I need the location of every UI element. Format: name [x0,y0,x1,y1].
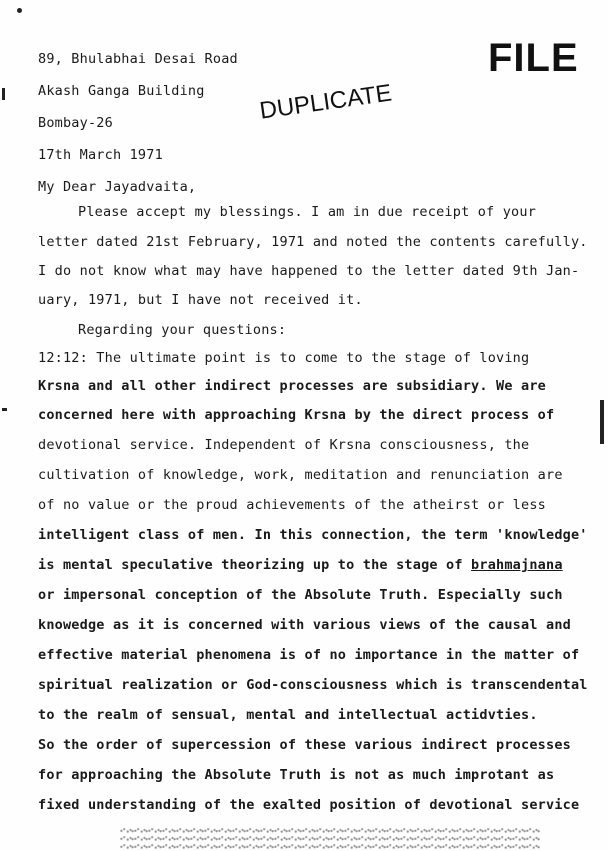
paragraph-1-line-4: uary, 1971, but I have not received it. [38,292,363,308]
answer-line: devotional service. Independent of Krsna consciousness, the [38,437,530,453]
answer-line-1-text: The ultimate point is to come to the stage of loving [96,350,530,366]
brahmajnana-term: brahmajnana [471,557,563,573]
answer-line: Krsna and all other indirect processes are subsidiary. We are [38,378,546,394]
answer-line-text: is mental speculative theorizing up to the stage of [38,557,472,573]
paragraph-1-line-1: Please accept my blessings. I am in due receipt of your [78,204,537,220]
answer-line: spiritual realization or God-consciousness which is transcendental [38,677,588,693]
scan-speck [17,8,22,13]
answer-line: for approaching the Absolute Truth is not as much improtant as [38,767,555,783]
answer-line: cultivation of knowledge, work, meditation and renunciation are [38,467,563,483]
answer-line: or impersonal conception of the Absolute Truth. Especially such [38,587,563,603]
scan-noise [120,826,540,850]
answer-line: fixed understanding of the exalted position of devotional service [38,797,580,813]
paragraph-1-line-2: letter dated 21st February, 1971 and noted the contents carefully. [38,234,588,250]
answer-line: to the realm of sensual, mental and intellectual actidvties. [38,707,538,723]
margin-mark [600,400,604,444]
answer-line: concerned here with approaching Krsna by the direct process of [38,407,555,423]
answer-line: So the order of supercession of these various indirect processes [38,737,571,753]
answer-line: intelligent class of men. In this connection, the term 'knowledge' [38,527,588,543]
answer-line: effective material phenomena is of no importance in the matter of [38,647,580,663]
duplicate-stamp: DUPLICATE [258,79,394,125]
margin-mark [2,88,5,100]
address-line-1: 89, Bhulabhai Desai Road [38,51,238,67]
answer-first-line [38,350,529,366]
brahmajnana-line [38,557,563,573]
salutation: My Dear Jayadvaita, [38,179,197,195]
questions-heading: Regarding your questions: [78,322,287,338]
answer-line: of no value or the proud achievements of the atheirst or less [38,497,546,513]
paragraph-1-line-3: I do not know what may have happened to the letter dated 9th Jan- [38,263,580,279]
address-line-3: Bombay-26 [38,115,113,131]
address-line-2: Akash Ganga Building [38,83,205,99]
file-stamp: FILE [488,36,579,80]
letter-date: 17th March 1971 [38,147,163,163]
verse-reference: 12:12: [38,350,88,366]
answer-line: knowedge as it is concerned with various views of the causal and [38,617,571,633]
margin-mark [2,408,7,411]
